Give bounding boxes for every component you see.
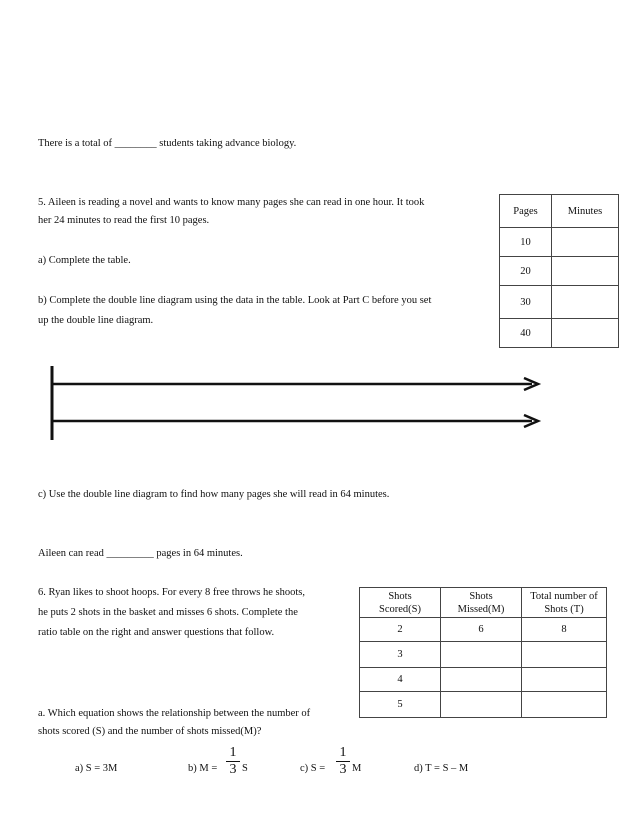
table-cell: 40 <box>500 319 552 348</box>
choice-b-prefix[interactable]: b) M = <box>188 763 218 774</box>
table-cell: 8 <box>522 618 607 642</box>
table-cell-input[interactable] <box>441 642 522 668</box>
q6-part-a-line1: a. Which equation shows the relationship between the number of <box>38 708 311 719</box>
double-line-diagram[interactable] <box>40 360 550 444</box>
table-cell-input[interactable] <box>552 319 619 348</box>
choice-c-suffix: M <box>352 763 362 774</box>
table-cell: 2 <box>360 618 441 642</box>
table-cell-input[interactable] <box>522 642 607 668</box>
choice-a[interactable]: a) S = 3M <box>75 763 118 774</box>
table-cell: 10 <box>500 228 552 257</box>
header-shots-missed: Shots Missed(M) <box>441 588 522 618</box>
q6-text-line2: he puts 2 shots in the basket and misses 6 shots. Complete the <box>38 607 298 618</box>
header-total-shots: Total number of Shots (T) <box>522 588 607 618</box>
table-cell: 6 <box>441 618 522 642</box>
table-cell: 3 <box>360 642 441 668</box>
q6-part-a-line2: shots scored (S) and the number of shots missed(M)? <box>38 726 262 737</box>
header-pages: Pages <box>500 195 552 228</box>
table-cell-input[interactable] <box>522 668 607 692</box>
q5-answer-line: Aileen can read _________ pages in 64 minutes. <box>38 548 243 559</box>
q6-text-line3: ratio table on the right and answer questions that follow. <box>38 627 275 638</box>
choice-b-fraction: $\frac{1}{3}$ <box>226 746 240 777</box>
table-cell-input[interactable] <box>552 257 619 286</box>
q5-text-line2: her 24 minutes to read the first 10 pages. <box>38 215 210 226</box>
table-cell-input[interactable] <box>441 692 522 718</box>
q5-part-a: a) Complete the table. <box>38 255 131 266</box>
table-cell: 30 <box>500 286 552 319</box>
q6-text-line1: 6. Ryan likes to shoot hoops. For every 8 free throws he shoots, <box>38 587 306 598</box>
q5-part-b-line2: up the double line diagram. <box>38 315 154 326</box>
choice-c-fraction: $\frac{1}{3}$ <box>336 746 350 777</box>
intro-line: There is a total of ________ students taking advance biology. <box>38 138 297 149</box>
table-cell-input[interactable] <box>552 228 619 257</box>
shots-ratio-table <box>359 587 607 718</box>
table-cell-input[interactable] <box>522 692 607 718</box>
q5-text-line1: 5. Aileen is reading a novel and wants to know many pages she can read in one hour. It took <box>38 197 425 208</box>
choice-d[interactable]: d) T = S – M <box>414 763 469 774</box>
header-minutes: Minutes <box>552 195 619 228</box>
header-shots-scored: Shots Scored(S) <box>360 588 441 618</box>
choice-c-prefix[interactable]: c) S = <box>300 763 326 774</box>
table-cell-input[interactable] <box>552 286 619 319</box>
table-cell: 5 <box>360 692 441 718</box>
table-cell-input[interactable] <box>441 668 522 692</box>
q5-part-c: c) Use the double line diagram to find how many pages she will read in 64 minutes. <box>38 489 390 500</box>
pages-minutes-table <box>499 194 619 348</box>
q5-part-b-line1: b) Complete the double line diagram using the data in the table. Look at Part C before you set <box>38 295 432 306</box>
table-cell: 4 <box>360 668 441 692</box>
choice-b-suffix: S <box>242 763 248 774</box>
table-cell: 20 <box>500 257 552 286</box>
